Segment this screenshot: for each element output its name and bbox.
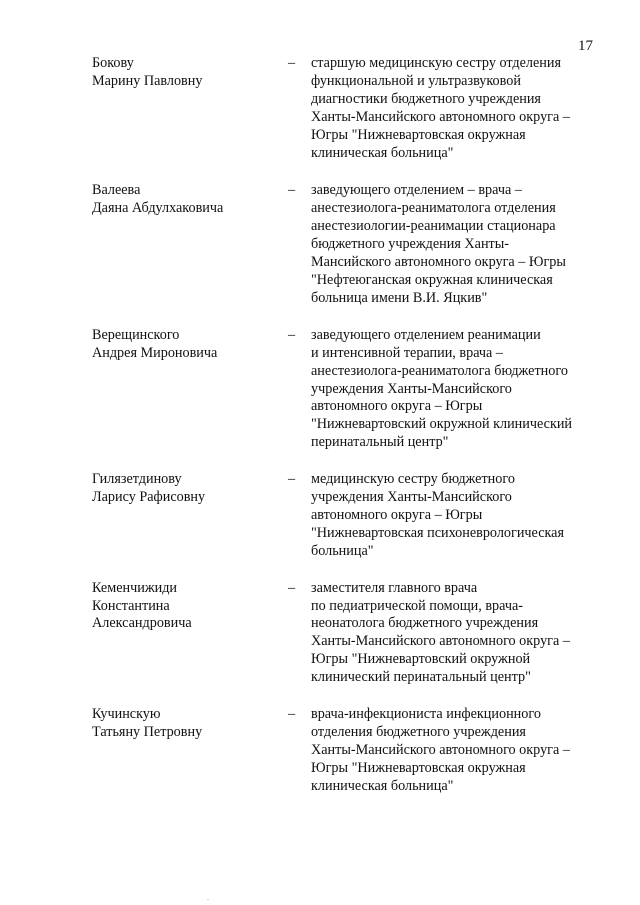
position-line: автономного округа – Югры (311, 506, 483, 523)
name-line: Верещинского (92, 326, 180, 343)
position-line: заведующего отделением – врача – (311, 182, 522, 199)
position-line: заместителя главного врача (311, 579, 478, 596)
position-line: Мансийского автономного округа – Югры (311, 254, 566, 271)
position-line: старшую медицинскую сестру отделения (311, 55, 561, 71)
award-list (92, 55, 612, 796)
position-line: больница имени В.И. Яцкив" (311, 289, 488, 306)
position-line: Ханты-Мансийского автономного округа – (311, 741, 570, 758)
list-item (92, 55, 612, 162)
dash-separator: – (288, 55, 296, 71)
position-line: учреждения Ханты-Мансийского (311, 380, 512, 397)
position-line: заведующего отделением реанимации (311, 326, 541, 343)
person-name (92, 182, 262, 218)
scan-mark: . (207, 893, 209, 902)
list-item (92, 327, 612, 452)
position-line: Ханты-Мансийского автономного округа – (311, 633, 570, 650)
dash-separator: – (288, 706, 296, 723)
dash-separator: – (288, 182, 296, 199)
list-item (92, 580, 612, 687)
position-line: клиническая больница" (311, 144, 454, 161)
name-line: Константина (92, 597, 170, 614)
name-line: Бокову (92, 55, 134, 71)
person-name (92, 580, 262, 634)
person-position (311, 55, 612, 162)
name-line: Кеменчижиди (92, 579, 178, 596)
name-line: Даяна Абдулхаковича (92, 200, 224, 217)
page-number: 17 (578, 38, 593, 54)
position-line: клинический перинатальный центр" (311, 669, 531, 686)
position-line: автономного округа – Югры (311, 398, 483, 415)
position-line: "Нижневартовский окружной клинический (311, 416, 573, 433)
name-line: Татьяну Петровну (92, 724, 203, 740)
list-item (92, 182, 612, 307)
person-position (311, 182, 612, 307)
position-line: анестезиолога-реаниматолога бюджетного (311, 362, 568, 379)
position-line: Югры "Нижневартовский окружной (311, 651, 531, 668)
person-name (92, 471, 262, 507)
name-line: Кучинскую (92, 706, 161, 723)
position-line: "Нефтеюганская окружная клиническая (311, 271, 553, 288)
position-line: врача-инфекциониста инфекционного (311, 706, 541, 723)
position-line: диагностики бюджетного учреждения (311, 90, 541, 107)
position-line: медицинскую сестру бюджетного (311, 471, 515, 488)
person-name (92, 327, 262, 363)
position-line: и интенсивной терапии, врача – (311, 344, 503, 361)
person-position (311, 327, 612, 452)
name-line: Марину Павловну (92, 72, 203, 89)
position-line: анестезиолога-реаниматолога отделения (311, 200, 556, 217)
list-item (92, 706, 612, 796)
position-line: Ханты-Мансийского автономного округа – (311, 108, 570, 125)
person-position (311, 706, 612, 796)
position-line: Югры "Нижневартовская окружная (311, 759, 526, 776)
list-item (92, 471, 612, 561)
name-line: Андрея Мироновича (92, 344, 218, 361)
position-line: Югры "Нижневартовская окружная (311, 126, 526, 143)
dash-separator: – (288, 579, 296, 596)
position-line: клиническая больница" (311, 777, 454, 794)
name-line: Гилязетдинову (92, 471, 182, 488)
person-position (311, 471, 612, 561)
position-line: неонатолога бюджетного учреждения (311, 615, 539, 632)
name-line: Ларису Рафисовну (92, 489, 206, 506)
position-line: "Нижневартовская психоневрологическая (311, 524, 564, 541)
name-line: Александровича (92, 615, 192, 632)
position-line: перинатальный центр" (311, 434, 449, 451)
person-name (92, 55, 262, 91)
position-line: отделения бюджетного учреждения (311, 724, 526, 740)
position-line: анестезиологии-реанимации стационара (311, 218, 556, 235)
position-line: функциональной и ультразвуковой (311, 72, 521, 89)
position-line: больница" (311, 542, 374, 559)
dash-separator: – (288, 326, 296, 343)
position-line: бюджетного учреждения Ханты- (311, 236, 510, 253)
person-name (92, 706, 262, 742)
position-line: по педиатрической помощи, врача- (311, 597, 524, 614)
dash-separator: – (288, 471, 296, 488)
position-line: учреждения Ханты-Мансийского (311, 489, 512, 506)
person-position (311, 580, 612, 687)
name-line: Валеева (92, 182, 141, 199)
